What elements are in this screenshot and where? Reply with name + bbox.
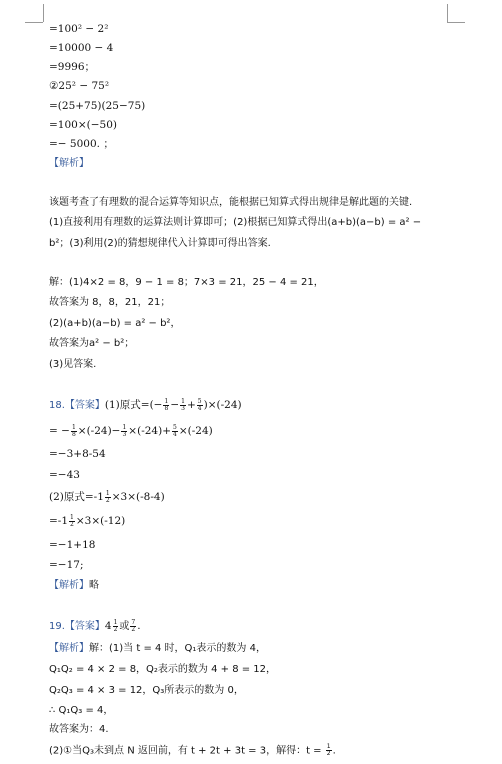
- q18-line-3: =−3+8-54: [49, 448, 106, 460]
- calc-line-2: =10000 − 4: [49, 42, 114, 54]
- analysis-para-2: (1)直接利用有理数的运算法则计算即可；(2)根据已知算式得出(a+b)(a−b) = a² −: [49, 217, 422, 228]
- fraction: $\frac{1}{2}$: [326, 743, 331, 757]
- fraction: $\frac{5}{4}$: [197, 397, 202, 412]
- q18-answer-line: 18.【答案】(1)原式=(− $\frac{1}{8}$ − $\frac{1}{3}$ + $\frac{5}{4}$ )×(-24): [49, 397, 242, 412]
- q18-line-4: =−43: [49, 469, 80, 481]
- fraction: $\frac{1}{8}$: [164, 397, 169, 412]
- solution-line-2: 故答案为 8，8，21，21；: [49, 297, 171, 308]
- fraction: $\frac{1}{2}$: [70, 513, 74, 528]
- analysis-para-3: b²；(3)利用(2)的猜想规律代入计算即可得出答案.: [49, 238, 271, 249]
- q18-line-2: = − $\frac{1}{8}$ ×(-24)− $\frac{1}{3}$ ×(-24)+ $\frac{5}{4}$ ×(-24): [49, 423, 213, 438]
- q19-line-1: 【解析】解：(1)当 t = 4 时，Q₁表示的数为 4，: [49, 643, 266, 654]
- calc-line-7: =− 5000. ；: [49, 138, 114, 150]
- calc-line-6: =100×(−50): [49, 119, 117, 131]
- calc-line-5: =(25+75)(25−75): [49, 100, 146, 112]
- q19-answer-line: 19.【答案】4 $\frac{1}{2}$ 或 $\frac{7}{2}$ .: [49, 618, 141, 633]
- q19-line-5: 故答案为：4.: [49, 724, 109, 735]
- analysis-heading: 【解析】: [49, 158, 89, 169]
- solution-line-1: 解：(1)4×2 = 8，9 − 1 = 8；7×3 = 21，25 − 4 = 21，: [49, 277, 324, 288]
- q18-line-5: (2)原式=-1 $\frac{1}{2}$ ×3×(-8-4): [49, 489, 165, 504]
- crop-mark-top-left: [43, 4, 44, 22]
- fraction: $\frac{1}{8}$: [71, 423, 76, 438]
- crop-mark-top-right: [447, 4, 448, 22]
- q19-label: 19.【答案】: [49, 621, 105, 632]
- solution-line-5: (3)见答案.: [49, 359, 97, 370]
- q18-line-7: =−1+18: [49, 539, 96, 551]
- crop-mark-top-right-h: [447, 22, 465, 23]
- fraction: $\frac{1}{3}$: [122, 423, 127, 438]
- q18-line-8: =−17;: [49, 559, 84, 571]
- solution-line-3: (2)(a+b)(a−b) = a² − b²，: [49, 318, 181, 329]
- solution-line-4: 故答案为a² − b²；: [49, 338, 135, 349]
- q19-line-2: Q₁Q₂ = 4 × 2 = 8，Q₂表示的数为 4 + 8 = 12，: [49, 664, 277, 675]
- analysis-para-1: 该题考查了有理数的混合运算等知识点，能根据已知算式得出规律是解此题的关键.: [49, 197, 413, 208]
- fraction: $\frac{1}{3}$: [181, 397, 185, 412]
- fraction: $\frac{1}{2}$: [113, 618, 118, 633]
- calc-line-3: =9996；: [49, 61, 96, 73]
- fraction: $\frac{5}{4}$: [173, 423, 177, 438]
- crop-mark-top-left-h: [25, 22, 43, 23]
- fraction: $\frac{1}{2}$: [105, 489, 110, 504]
- calc-line-1: =100² − 2²: [49, 23, 109, 35]
- q19-line-3: Q₂Q₃ = 4 × 3 = 12，Q₃所表示的数为 0，: [49, 685, 244, 696]
- q18-line-6: =-1 $\frac{1}{2}$ ×3×(-12): [49, 513, 126, 528]
- q19-line-6: (2)①当Q₃未到点 N 返回前，有 t + 2t + 3t = 3，解得：t = $\frac{1}{2}$ .: [49, 743, 336, 757]
- q19-line-4: ∴ Q₁Q₃ = 4，: [49, 705, 114, 716]
- calc-line-4: ②25² − 75²: [49, 80, 110, 92]
- q18-analysis: 【解析】略: [49, 580, 99, 591]
- fraction: $\frac{7}{2}$: [131, 618, 136, 633]
- q18-label: 18.【答案】: [49, 400, 105, 411]
